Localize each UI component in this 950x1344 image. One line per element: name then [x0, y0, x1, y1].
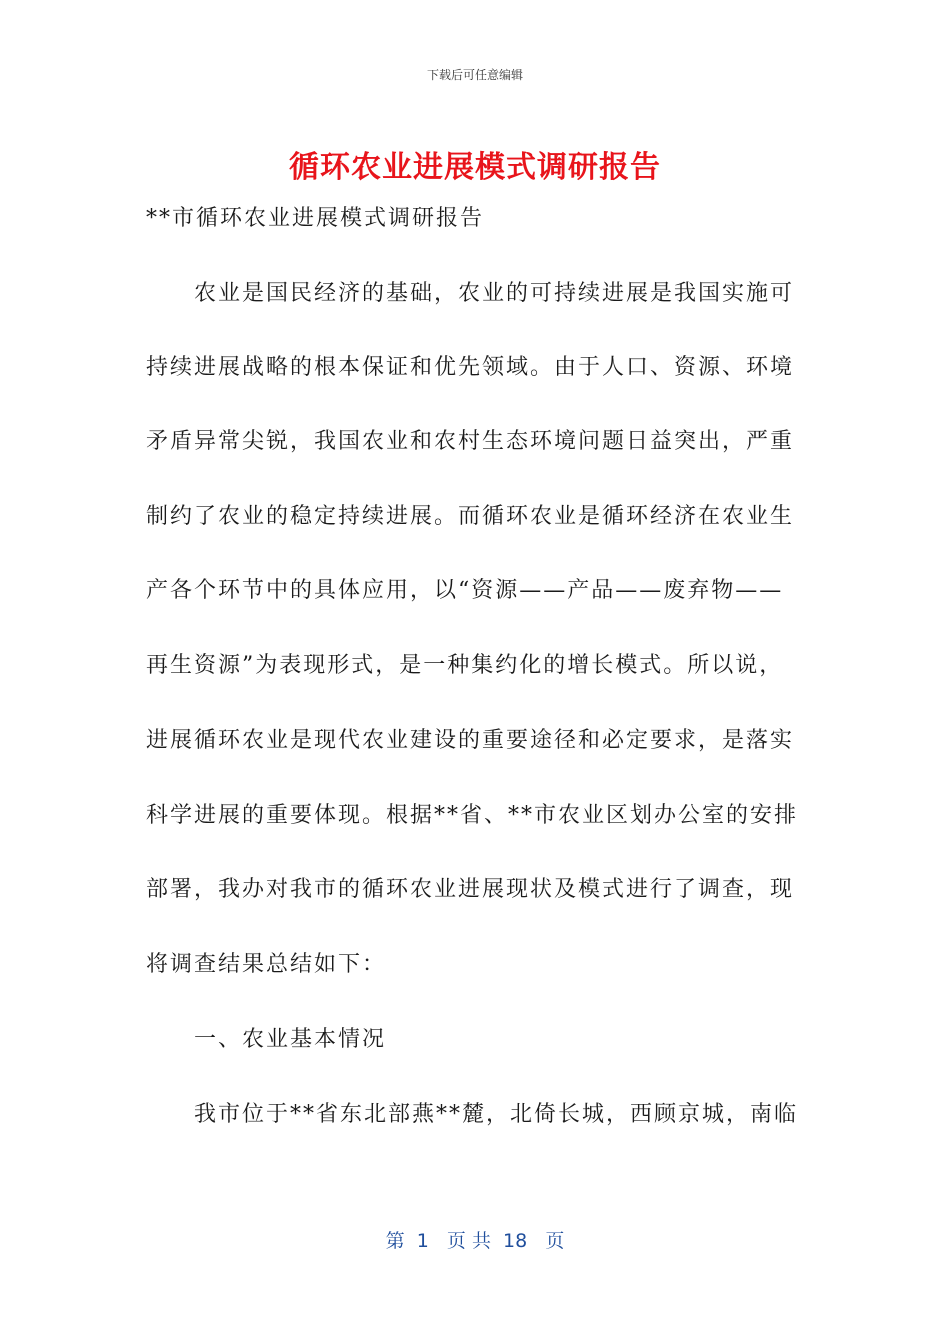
paragraph-1-line-3: 矛盾异常尖锐，我国农业和农村生态环境问题日益突出，严重 [146, 429, 795, 454]
paragraph-1-line-5: 产各个环节中的具体应用，以“资源——产品——废弃物—— [146, 578, 784, 603]
paragraph-2-line-1: 我市位于**省东北部燕**麓，北倚长城，西顾京城，南临 [194, 1102, 799, 1127]
document-subtitle: **市循环农业进展模式调研报告 [146, 206, 485, 231]
paragraph-1-line-6: 再生资源”为表现形式，是一种集约化的增长模式。所以说， [146, 653, 784, 678]
document-title: 循环农业进展模式调研报告 [289, 150, 661, 185]
paragraph-1-line-9: 部署，我办对我市的循环农业进展现状及模式进行了调查，现 [146, 877, 795, 902]
paragraph-1-line-7: 进展循环农业是现代农业建设的重要途径和必定要求，是落实 [146, 728, 795, 753]
page-number-footer: 第 1 页 共 18 页 [385, 1230, 565, 1252]
section-1-heading: 一、农业基本情况 [194, 1027, 387, 1052]
paragraph-1-line-4: 制约了农业的稳定持续进展。而循环农业是循环经济在农业生 [146, 504, 795, 529]
paragraph-1-line-8: 科学进展的重要体现。根据**省、**市农业区划办公室的安排 [146, 803, 799, 828]
paragraph-1-line-10: 将调查结果总结如下： [146, 952, 387, 977]
paragraph-1-line-2: 持续进展战略的根本保证和优先领域。由于人口、资源、环境 [146, 355, 795, 380]
header-note: 下载后可任意编辑 [426, 68, 523, 82]
paragraph-1-line-1: 农业是国民经济的基础，农业的可持续进展是我国实施可 [194, 281, 795, 306]
